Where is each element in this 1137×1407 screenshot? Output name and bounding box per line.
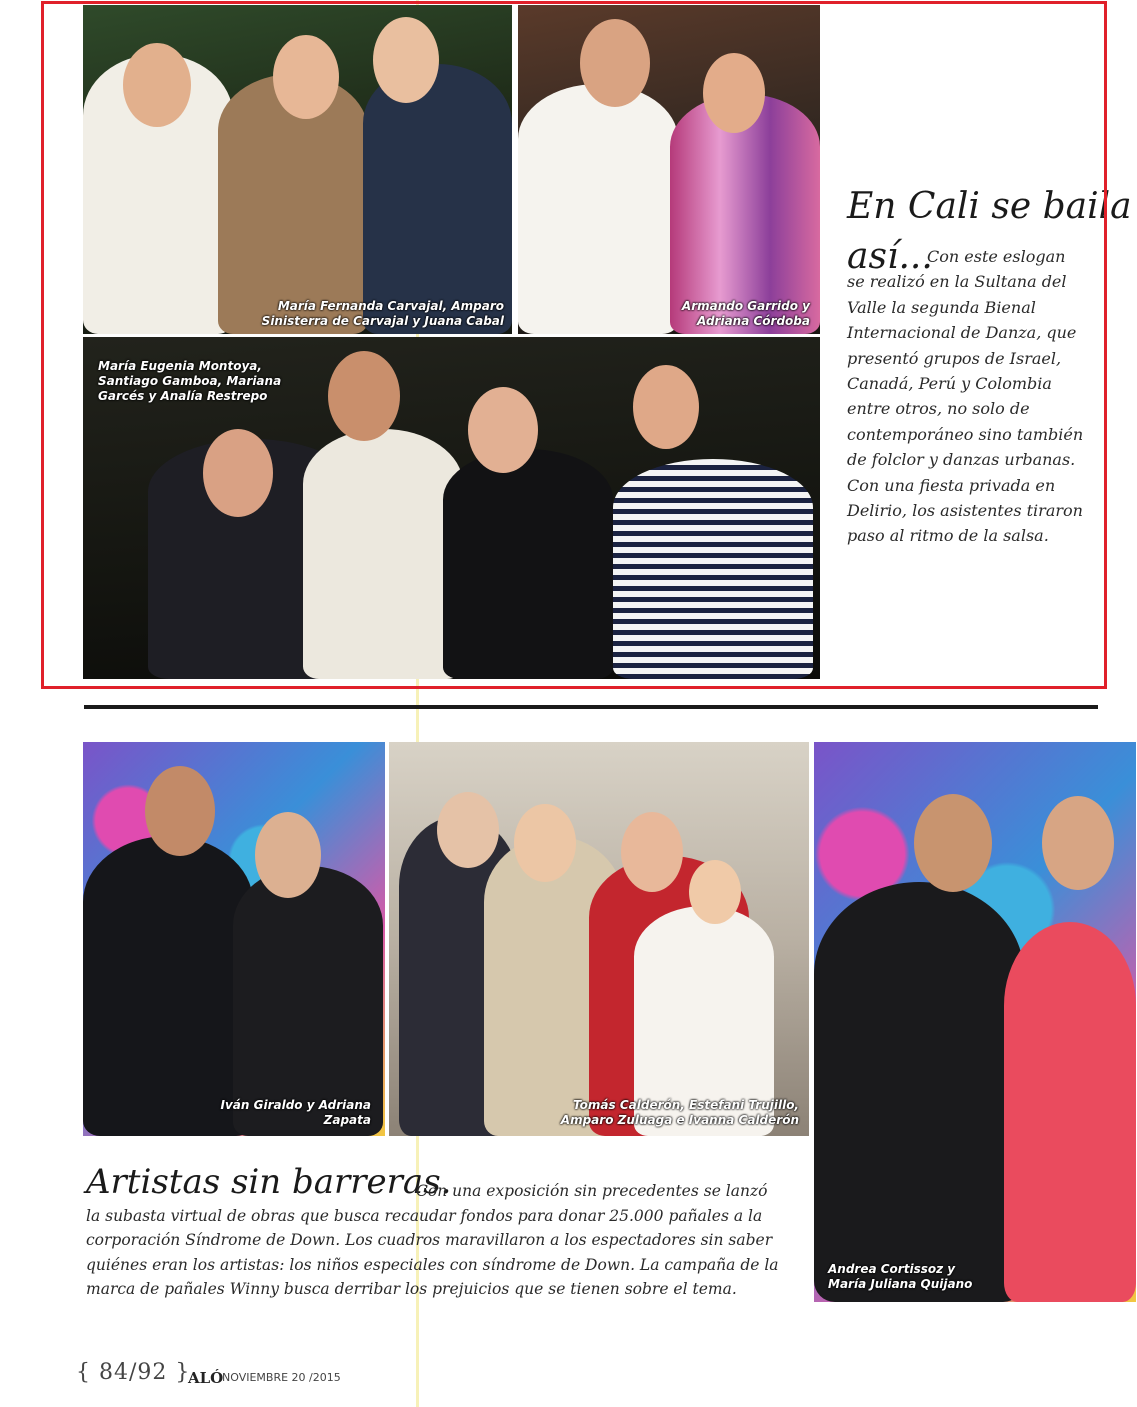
photo-caption: María Eugenia Montoya, Santiago Gamboa, Mariana Garcés y Analía Restrepo	[98, 359, 282, 403]
page-number: { 84/92 }	[76, 1360, 191, 1385]
cali-article-body: Con este eslogan se realizó en la Sultana del Valle la segunda Bienal Internacional de Danza, que presentó grupos de Israel, Canadá, Perú y Colombia entre otros, no solo de contemporáneo sino también de folclor y danzas urbanas. Con una fiesta privada en Delirio, los asistentes tiraron paso al ritmo de la salsa.	[847, 247, 1084, 546]
issue-date: NOVIEMBRE 20 /2015	[222, 1371, 341, 1384]
artistas-article-body: Con una exposición sin precedentes se lanzó la subasta virtual de obras que busca recaudar fondos para donar 25.000 pañales a la corporación Síndrome de Down. Los cuadros maravillaron a los espectadores sin saber quiénes eran los artistas: los niños especiales con síndrome de Down. La campaña de la marca de pañales Winny busca derribar los prejuicios que se tienen sobre el tema.	[86, 1182, 779, 1299]
magazine-logo: ALÓ	[188, 1369, 224, 1387]
photo-caption: Iván Giraldo y Adriana Zapata	[220, 1098, 371, 1127]
photo-caption: María Fernanda Carvajal, Amparo Sinisterra de Carvajal y Juana Cabal	[261, 299, 504, 328]
photo-caption: Armando Garrido y Adriana Córdoba	[681, 299, 810, 328]
photo-caption: Tomás Calderón, Estefani Trujillo, Amparo Zuluaga e Ivanna Calderón	[560, 1098, 799, 1127]
photo-giraldo-zapata	[83, 742, 385, 1136]
highlight-box	[41, 1, 1107, 689]
photo-calderon-group	[389, 742, 809, 1136]
photo-caption: Andrea Cortissoz y María Juliana Quijano	[828, 1262, 973, 1291]
section-title-artistas: Artistas sin barreras.	[86, 1162, 452, 1202]
section-title-cali-continued: así...	[847, 236, 933, 277]
photo-cortissoz-quijano	[814, 742, 1136, 1302]
section-divider	[84, 705, 1098, 709]
section-title-cali: En Cali se baila	[847, 186, 1132, 227]
